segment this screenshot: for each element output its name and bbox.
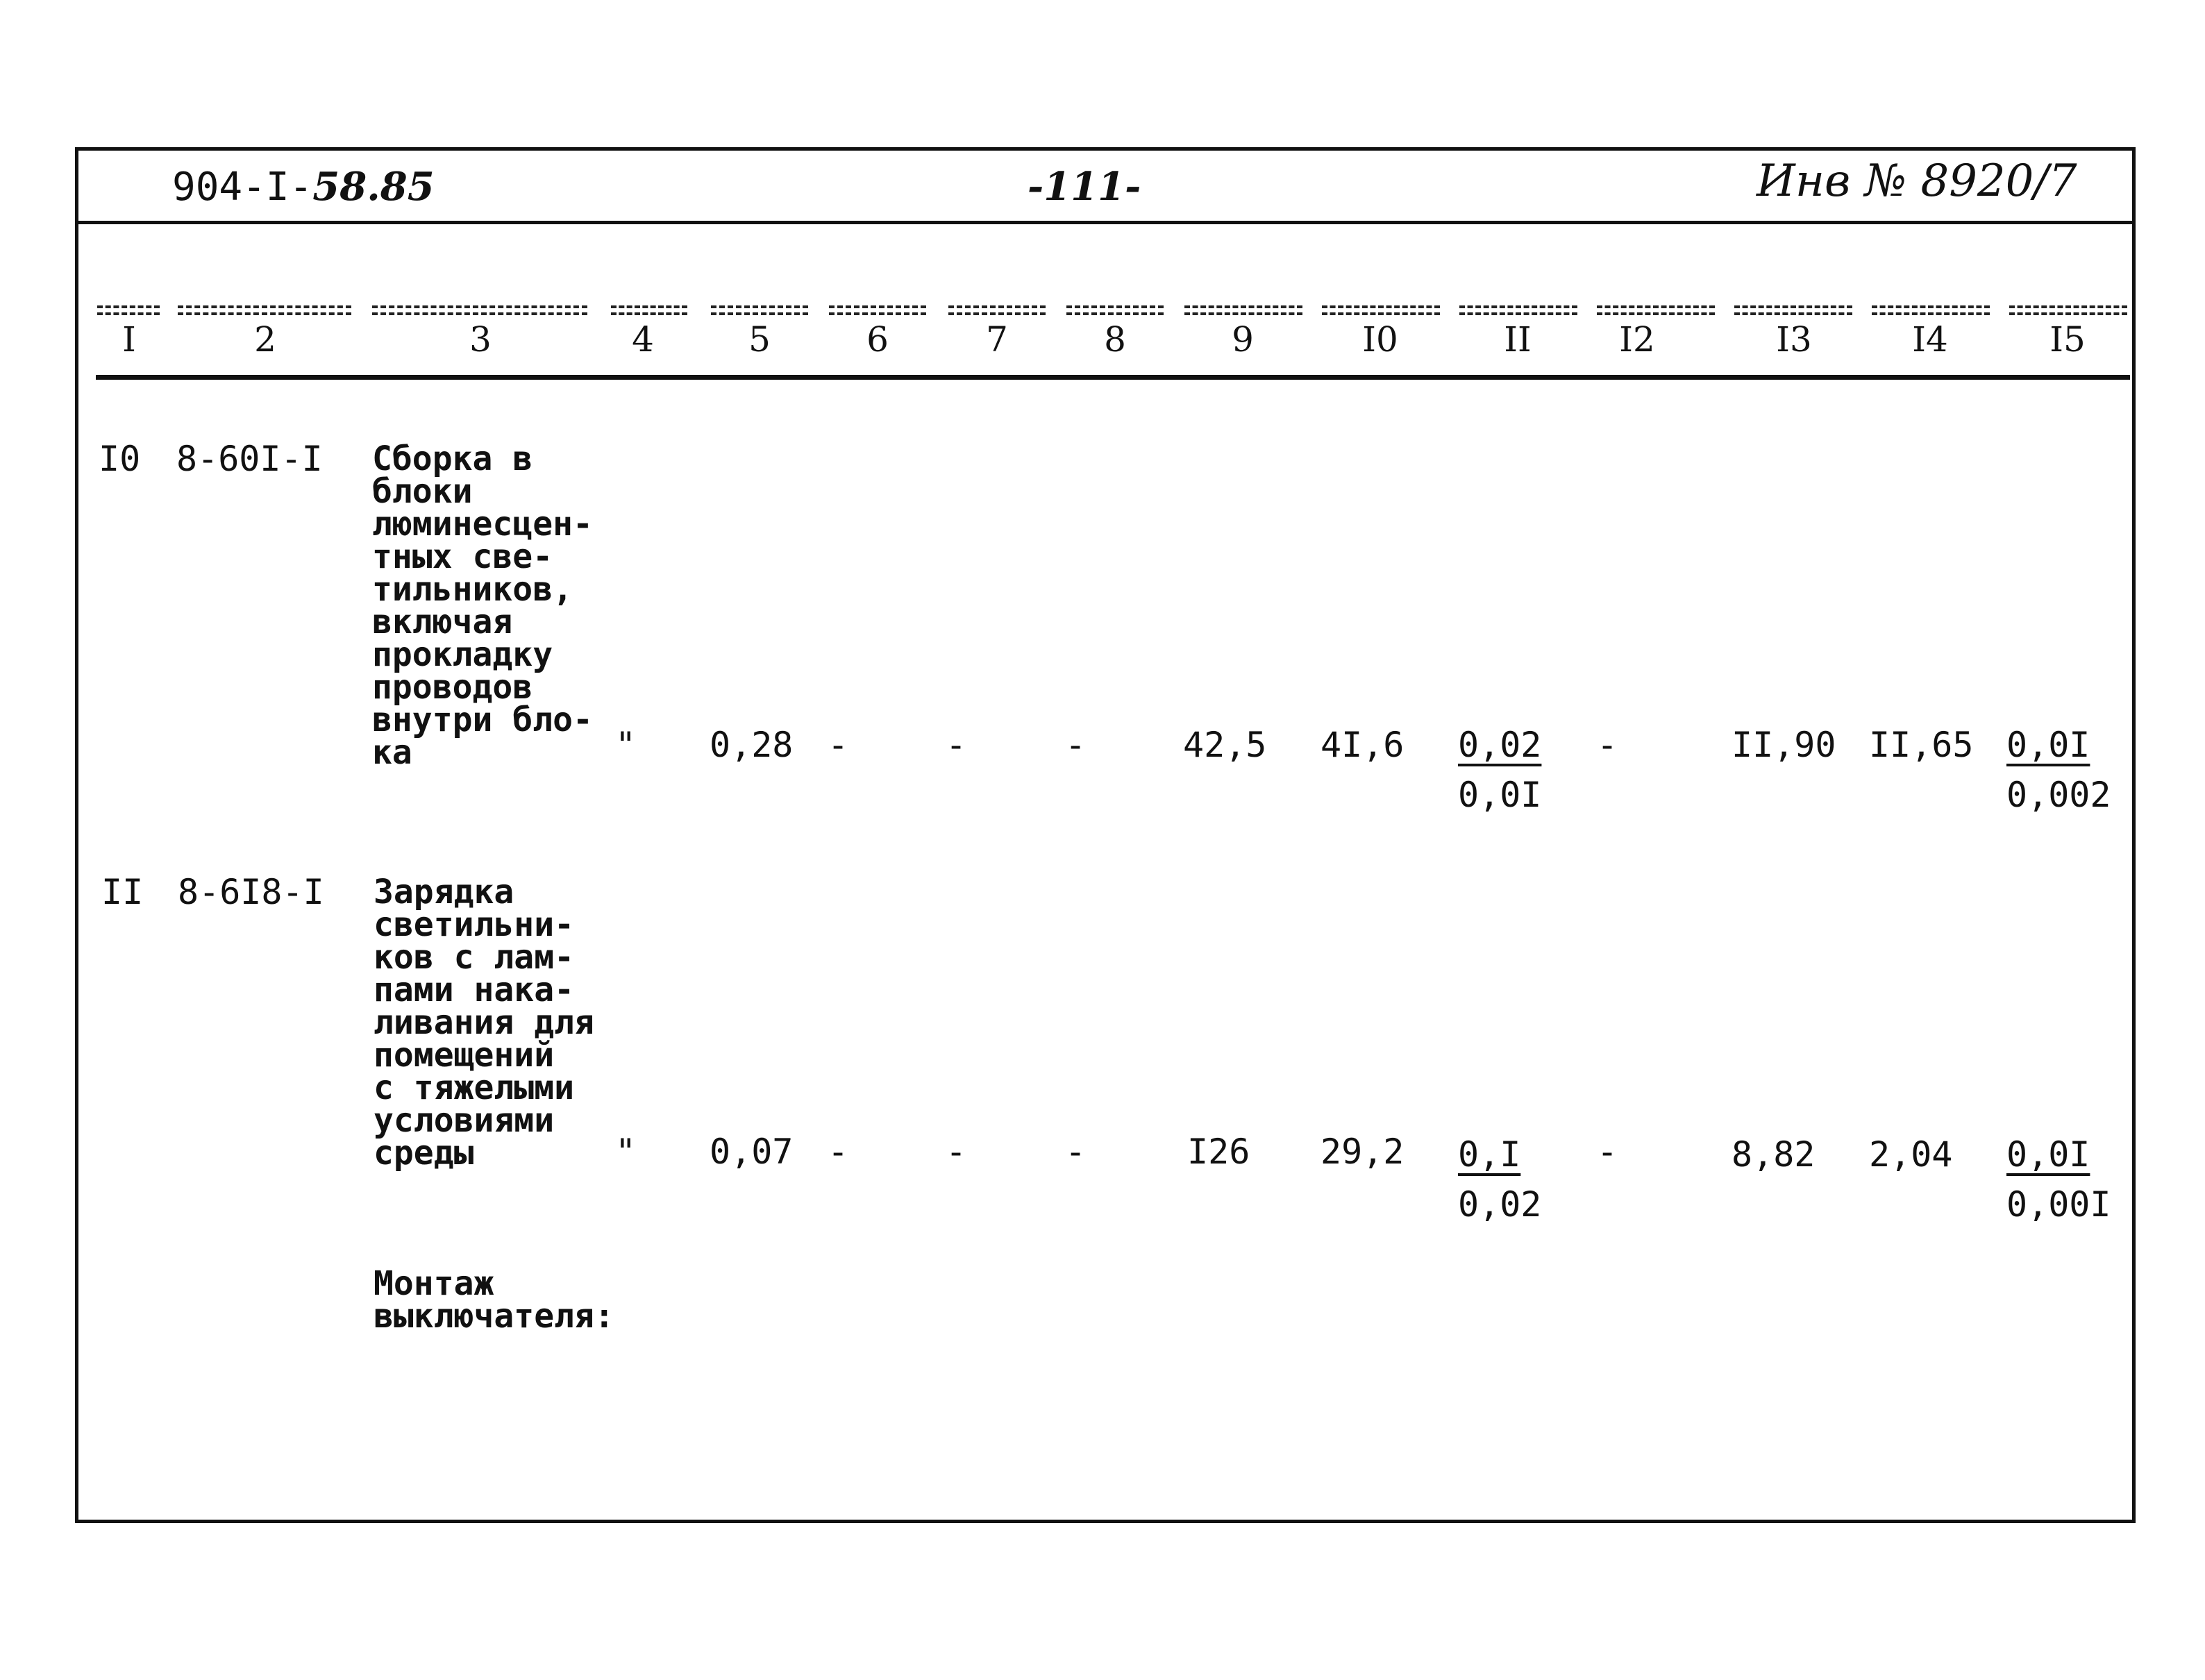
column-number: 4 <box>632 319 654 360</box>
column-dashes <box>2009 305 2127 315</box>
column-dashes <box>829 305 926 315</box>
page-number: -111- <box>1028 164 1141 210</box>
cell-dash: - <box>828 725 849 765</box>
column-number: 2 <box>254 319 276 360</box>
column-number: I2 <box>1619 319 1655 360</box>
fraction-denominator: 0,02 <box>1458 1184 1542 1225</box>
document-code: 904-I-58.85 <box>172 164 435 210</box>
fraction-cell <box>2006 1134 2111 1225</box>
column-number: 9 <box>1232 319 1254 360</box>
fraction-denominator: 0,00I <box>2006 1184 2111 1225</box>
column-number: I <box>122 319 136 360</box>
column-number: I3 <box>1776 319 1812 360</box>
cell-dash: - <box>1065 1132 1087 1172</box>
column-dashes <box>1597 305 1715 315</box>
section-heading: Монтаж выключателя: <box>374 1264 614 1336</box>
fraction-denominator: 0,0I <box>1458 775 1542 815</box>
header-divider <box>75 221 2136 224</box>
cell-value: 4I,6 <box>1321 725 1405 765</box>
row-number: II <box>101 872 144 912</box>
column-dashes <box>611 305 687 315</box>
cell-value: 8,82 <box>1732 1134 1816 1175</box>
column-number: I4 <box>1912 319 1948 360</box>
column-number: 5 <box>748 319 771 360</box>
cell-dash: - <box>946 725 967 765</box>
column-dashes <box>1184 305 1302 315</box>
column-number: 8 <box>1104 319 1126 360</box>
column-dashes <box>97 305 160 315</box>
fraction-numerator: 0,02 <box>1458 725 1542 765</box>
cell-quantity: 0,07 <box>710 1132 794 1172</box>
row-number: I0 <box>99 439 141 479</box>
column-dashes <box>1459 305 1577 315</box>
column-number: 6 <box>866 319 889 360</box>
cell-value: I26 <box>1187 1132 1250 1172</box>
rate-code: 8-60I-I <box>176 439 323 479</box>
fraction-numerator: 0,0I <box>2006 725 2090 765</box>
cell-value: 42,5 <box>1183 725 1267 765</box>
cell-dash: - <box>946 1132 967 1172</box>
unit-ditto: " <box>615 725 637 765</box>
fraction-numerator: 0,0I <box>2006 1134 2090 1175</box>
work-description: Зарядка светильни- ков с лам- пами нака- ливания для помещений с тяжелыми условиями среды <box>374 873 594 1173</box>
cell-dash: - <box>1065 725 1087 765</box>
column-dashes <box>1066 305 1164 315</box>
fraction-numerator: 0,I <box>1458 1134 1521 1175</box>
unit-ditto: " <box>615 1132 637 1172</box>
column-number: 7 <box>986 319 1008 360</box>
cell-value: 2,04 <box>1869 1134 1953 1175</box>
rate-code: 8-6I8-I <box>178 872 324 912</box>
header-rule <box>96 375 2130 380</box>
cell-dash: - <box>1597 1132 1618 1172</box>
column-dashes <box>1322 305 1440 315</box>
cell-dash: - <box>1597 725 1618 765</box>
column-dashes <box>948 305 1046 315</box>
work-description: Сборка в блоки люминесцен- тных све- тильников, включая прокладку проводов внутри бло- ка <box>372 439 593 772</box>
column-dashes <box>1734 305 1852 315</box>
inventory-number: Инв № 8920/7 <box>1757 156 2077 207</box>
column-number: 3 <box>469 319 492 360</box>
column-dashes <box>372 305 587 315</box>
fraction-denominator: 0,002 <box>2006 775 2111 815</box>
fraction-cell <box>1458 1134 1541 1225</box>
column-number: I0 <box>1362 319 1398 360</box>
cell-quantity: 0,28 <box>710 725 794 765</box>
fraction-cell <box>2006 725 2111 815</box>
column-number: II <box>1504 319 1532 360</box>
cell-value: 29,2 <box>1321 1132 1405 1172</box>
column-dashes <box>711 305 808 315</box>
column-number: I5 <box>2049 319 2086 360</box>
column-dashes <box>1872 305 1990 315</box>
cell-dash: - <box>828 1132 849 1172</box>
fraction-cell <box>1458 725 1541 815</box>
cell-value: II,65 <box>1869 725 1974 765</box>
cell-value: II,90 <box>1732 725 1836 765</box>
column-dashes <box>178 305 351 315</box>
